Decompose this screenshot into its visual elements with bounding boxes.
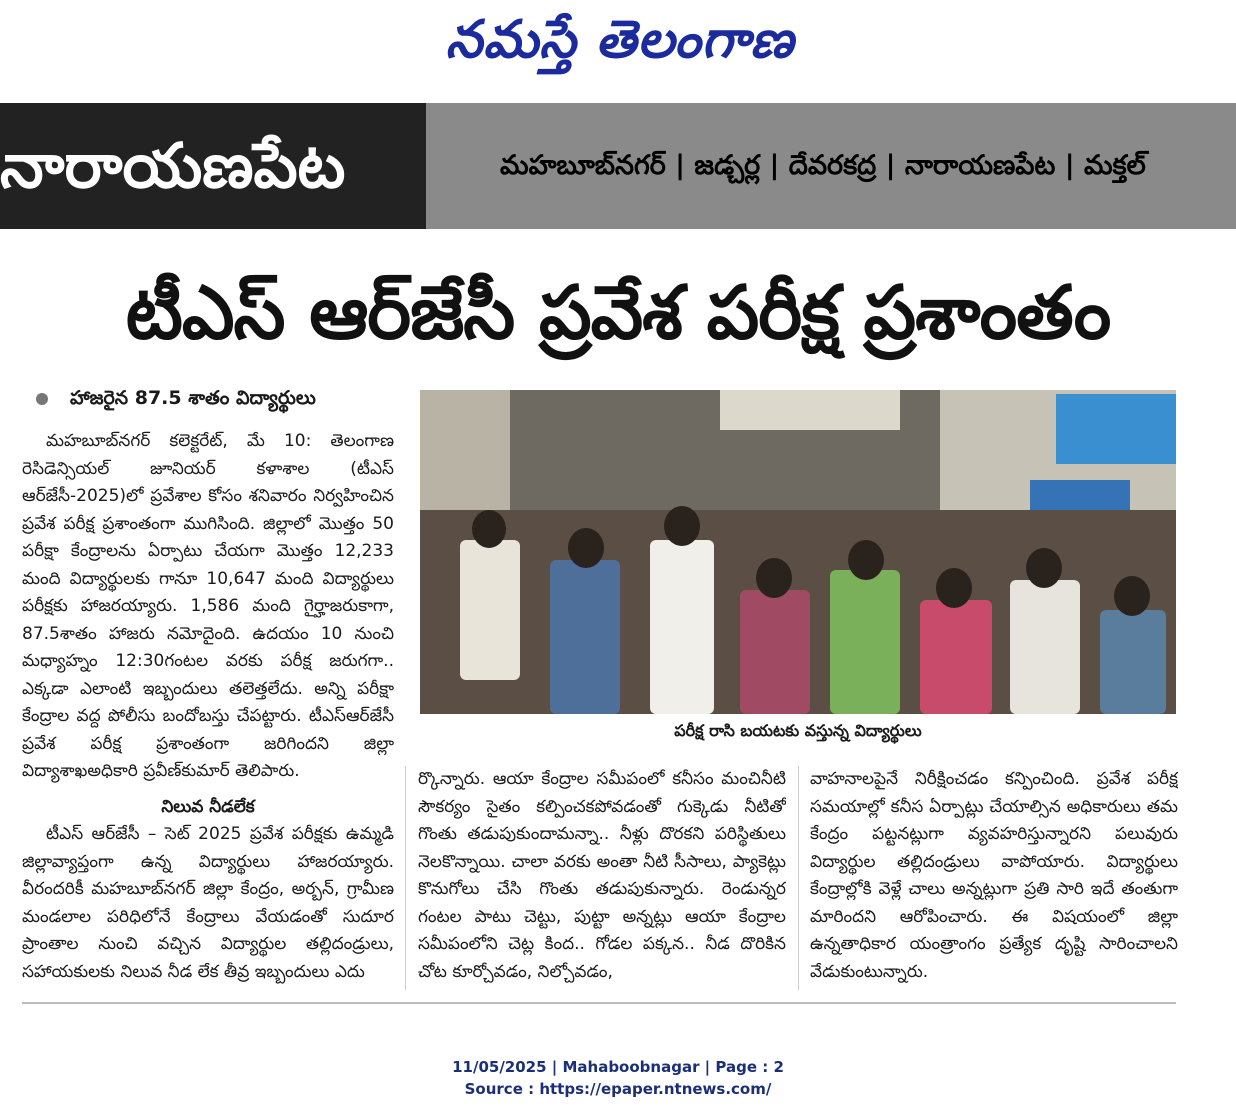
bullet-icon <box>36 393 48 405</box>
article-column-1-continued <box>22 821 394 989</box>
footer-source-link[interactable]: Source : https://epaper.ntnews.com/ <box>464 1080 772 1098</box>
article-paragraph: టీఎస్ ఆర్‌జేసీ – సెట్ 2025 ప్రవేశ పరీక్షకు ఉమ్మడి జిల్లావ్యాప్తంగా ఉన్న విద్యార్థులు హాజరయ్యారు. వీరందరికీ మహబూబ్‌నగర్ జిల్లా కేంద్రం, అర్బన్, గ్రామీణ మండలాల పరిధిలోనే కేంద్రాలు వేయడంతో సుదూర ప్రాంతాల నుంచి వచ్చిన విద్యార్థుల తల్లిదండ్రులు, సహాయకులకు నిలువ నీడ లేక తీవ్ర ఇబ్బందులు ఎదు <box>22 824 394 982</box>
column-divider <box>798 766 799 990</box>
masthead <box>0 0 1236 100</box>
photo-caption: పరీక్ష రాసి బయటకు వస్తున్న విద్యార్థులు <box>674 721 922 740</box>
district-name: నారాయణపేట <box>0 129 346 202</box>
article-paragraph: ర్కొన్నారు. ఆయా కేంద్రాల సమీపంలో కనీసం మంచినీటి సౌకర్యం సైతం కల్పించకపోవడంతో గుక్కెడు నీటితో గొంతు తడుపుకుందామన్నా.. నీళ్లు దొరకని పరిస్థితులు నెలకొన్నాయి. చాలా వరకు అంతా నీటి సీసాలు, ప్యాకెట్లు కొనుగోలు చేసి గొంతు తడుపుకున్నారు. రెండున్నర గంటల పాటు చెట్టు, పుట్టా అన్నట్లు ఆయా కేంద్రాల సమీపంలోని చెట్ల కింద.. గోడల పక్కన.. నీడ దొరికిన చోట కూర్చోవడం, నిల్చోవడం, <box>418 769 786 982</box>
district-block <box>0 103 426 229</box>
page-footer <box>0 1056 1236 1100</box>
article-column-3 <box>810 766 1178 990</box>
article-column-1 <box>22 428 394 794</box>
footer-date-line: 11/05/2025 | Mahaboobnagar | Page : 2 <box>452 1058 784 1076</box>
article-photo <box>420 390 1176 714</box>
column-divider <box>405 766 406 990</box>
article-subhead: నిలువ నీడలేక <box>161 797 255 817</box>
article-column-2 <box>418 766 786 990</box>
district-band <box>0 103 1236 229</box>
newspaper-logo: నమస్తే తెలంగాణ <box>445 9 795 70</box>
article-paragraph: వాహనాలపైనే నిరీక్షించడం కన్పించింది. ప్రవేశ పరీక్ష సమయాల్లో కనీస ఏర్పాట్లు చేయాల్సిన అధికారులు తమ కేంద్రం పట్టనట్లుగా వ్యవహరిస్తున్నారని పలువురు విద్యార్థుల తల్లిదండ్రులు వాపోయారు. విద్యార్థులు కేంద్రాల్లోకి వెళ్లే చాలు అన్నట్లుగా ప్రతి సారి ఇదే తంతుగా మారిందని ఆరోపించారు. ఈ విషయంలో జిల్లా ఉన్నతాధికార యంత్రాంగం ప్రత్యేక దృష్టి సారించాలని వేడుకుంటున్నారు. <box>810 769 1178 982</box>
page-divider <box>22 1002 1176 1004</box>
sub-district-list: మహబూబ్‌నగర్ | జడ్చర్ల | దేవరకద్ర | నారాయణపేట | మక్తల్ <box>500 150 1146 181</box>
bullet-text: హాజరైన 87.5 శాతం విద్యార్థులు <box>70 387 316 409</box>
article-headline: టీఎస్ ఆర్‌జేసీ ప్రవేశ పరీక్ష ప్రశాంతం <box>125 270 1111 356</box>
bullet-highlight <box>36 382 406 414</box>
article-paragraph: మహబూబ్‌నగర్ కలెక్టరేట్, మే 10: తెలంగాణ రెసిడెన్సియల్ జూనియర్ కళాశాల (టీఎస్ ఆర్‌జేసీ-2025)లో ప్రవేశాల కోసం శనివారం నిర్వహించిన ప్రవేశ పరీక్ష ప్రశాంతంగా ముగిసింది. జిల్లాలో మొత్తం 50 పరీక్షా కేంద్రాలను ఏర్పాటు చేయగా మొత్తం 12,233 మంది విద్యార్థులకు గానూ 10,647 మంది విద్యార్థులు పరీక్షకు హాజరయ్యారు. 1,586 మంది గైర్హాజరుకాగా, 87.5శాతం హాజరు నమోదైంది. ఉదయం 10 నుంచి మధ్యాహ్నం 12:30గంటల వరకు పరీక్ష జరుగగా.. ఎక్కడా ఎలాంటి ఇబ్బందులు తలెత్తలేదు. అన్ని పరీక్షా కేంద్రాల వద్ద పోలీసు బందోబస్తు చేపట్టారు. టీఎస్ఆర్‌జేసీ ప్రవేశ పరీక్ష ప్రశాంతంగా జరిగిందని జిల్లా విద్యాశాఖఅధికారి ప్రవీణ్‌కుమార్ తెలిపారు. <box>22 431 394 781</box>
